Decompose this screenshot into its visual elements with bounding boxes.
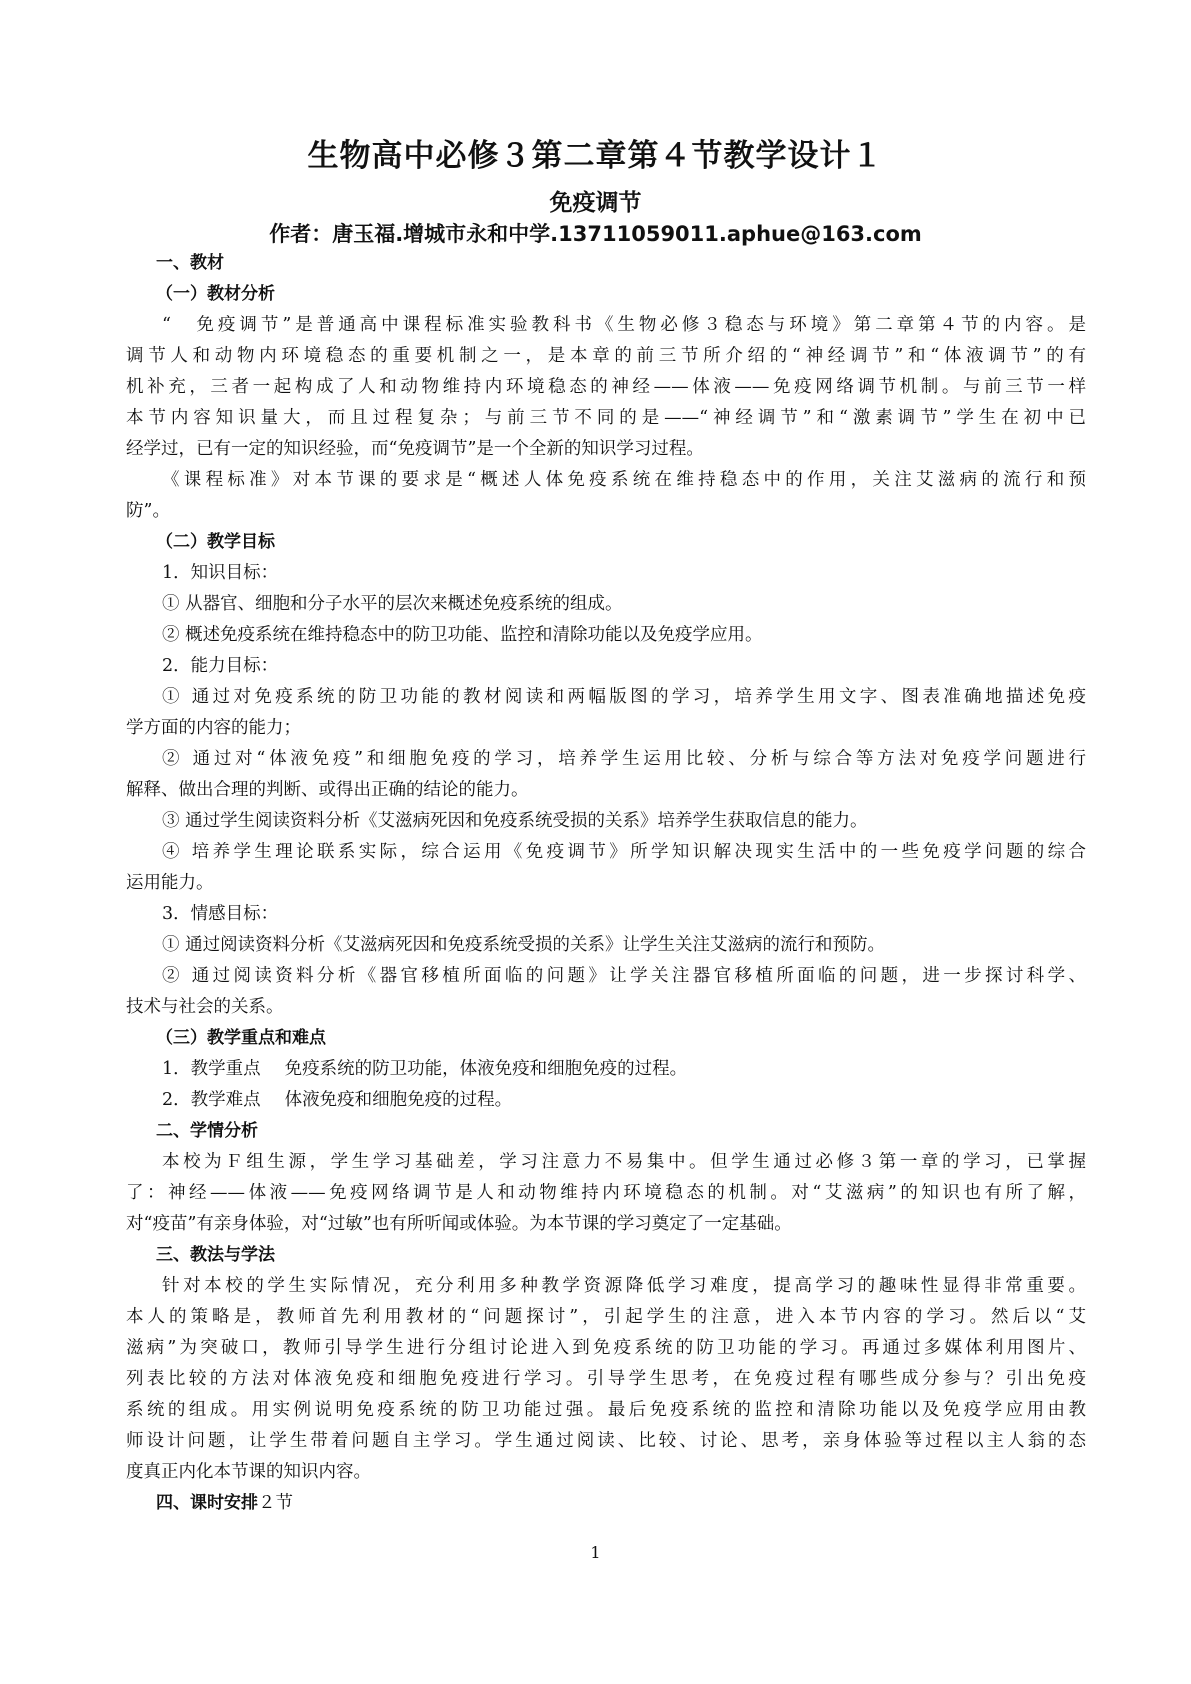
section-heading-students: 二、学情分析 bbox=[156, 1121, 258, 1141]
document-body bbox=[126, 248, 1086, 1519]
section-heading-materials: 一、教材 bbox=[156, 253, 224, 273]
paragraph-line: 师设计问题，让学生带着问题自主学习。学生通过阅读、比较、讨论、思考，亲身体验等过程以主人翁的态 bbox=[126, 1431, 1086, 1451]
goal-item: ③ 通过学生阅读资料分析《艾滋病死因和免疫系统受损的关系》培养学生获取信息的能力。 bbox=[162, 811, 868, 831]
paragraph-line: 本人的策略是，教师首先利用教材的“问题探讨”，引起学生的注意，进入本节内容的学习。然后以“艾 bbox=[126, 1307, 1086, 1327]
paragraph-line: 经学过，已有一定的知识经验，而“免疫调节”是一个全新的知识学习过程。 bbox=[126, 439, 704, 459]
key-point-line bbox=[126, 1054, 1086, 1085]
paragraph-line: 防”。 bbox=[126, 501, 170, 521]
document-subtitle: 免疫调节 bbox=[549, 190, 642, 216]
paragraph-line: 列表比较的方法对体液免疫和细胞免疫进行学习。引导学生思考，在免疫过程有哪些成分参与？引出免疫 bbox=[126, 1369, 1086, 1389]
goal-item-continued: 技术与社会的关系。 bbox=[126, 997, 284, 1017]
goal-label-emotion: 3．情感目标： bbox=[162, 904, 279, 924]
paragraph-line: 滋病”为突破口，教师引导学生进行分组讨论进入到免疫系统的防卫功能的学习。再通过多媒体利用图片、 bbox=[126, 1338, 1086, 1358]
author-line: 作者：唐玉福.增城市永和中学.13711059011.aphue@163.com bbox=[269, 222, 922, 246]
section-heading-schedule: 四、课时安排 bbox=[156, 1493, 258, 1513]
goal-label-knowledge: 1．知识目标： bbox=[162, 563, 279, 583]
paragraph-line: 机补充，三者一起构成了人和动物维持内环境稳态的神经——体液——免疫网络调节机制。与前三节一样 bbox=[126, 377, 1086, 397]
goal-item: ② 通过对“体液免疫”和细胞免疫的学习，培养学生运用比较、分析与综合等方法对免疫学问题进行 bbox=[162, 749, 1086, 769]
schedule-value: ２节 bbox=[258, 1493, 293, 1513]
paragraph-line: “ 免疫调节”是普通高中课程标准实验教科书《生物必修３稳态与环境》第二章第４节的内容。是 bbox=[162, 315, 1086, 335]
difficult-point-label: 2．教学难点 bbox=[162, 1090, 261, 1110]
paragraph-line: 调节人和动物内环境稳态的重要机制之一，是本章的前三节所介绍的“神经调节”和“体液调节”的有 bbox=[126, 346, 1086, 366]
goal-item-continued: 运用能力。 bbox=[126, 873, 214, 893]
paragraph-line: 针对本校的学生实际情况，充分利用多种教学资源降低学习难度，提高学习的趣味性显得非常重要。 bbox=[162, 1276, 1086, 1296]
paragraph-line: 了：神经——体液——免疫网络调节是人和动物维持内环境稳态的机制。对“艾滋病”的知识也有所了解， bbox=[126, 1183, 1086, 1203]
schedule-line bbox=[126, 1488, 1086, 1519]
paragraph-line: 本节内容知识量大，而且过程复杂；与前三节不同的是——“神经调节”和“激素调节”学生在初中已 bbox=[126, 408, 1086, 428]
goal-item: ① 通过阅读资料分析《艾滋病死因和免疫系统受损的关系》让学生关注艾滋病的流行和预防。 bbox=[162, 935, 886, 955]
key-point-text: 免疫系统的防卫功能，体液免疫和细胞免疫的过程。 bbox=[284, 1059, 688, 1079]
paragraph-line: 《课程标准》对本节课的要求是“概述人体免疫系统在维持稳态中的作用，关注艾滋病的流行和预 bbox=[162, 470, 1086, 490]
paragraph-line: 对“疫苗”有亲身体验，对“过敏”也有所听闻或体验。为本节课的学习奠定了一定基础。 bbox=[126, 1214, 792, 1234]
goal-item: ② 概述免疫系统在维持稳态中的防卫功能、监控和清除功能以及免疫学应用。 bbox=[162, 625, 763, 645]
paragraph-line: 度真正内化本节课的知识内容。 bbox=[126, 1462, 371, 1482]
paragraph-line: 本校为Ｆ组生源，学生学习基础差，学习注意力不易集中。但学生通过必修３第一章的学习，已掌握 bbox=[162, 1152, 1086, 1172]
paragraph-line: 系统的组成。用实例说明免疫系统的防卫功能过强。最后免疫系统的监控和清除功能以及免疫学应用由教 bbox=[126, 1400, 1086, 1420]
goal-item: ① 从器官、细胞和分子水平的层次来概述免疫系统的组成。 bbox=[162, 594, 623, 614]
page-number: 1 bbox=[590, 1543, 601, 1562]
subsection-heading-analysis: （一）教材分析 bbox=[156, 284, 275, 304]
goal-item: ① 通过对免疫系统的防卫功能的教材阅读和两幅版图的学习，培养学生用文字、图表准确地描述免疫 bbox=[162, 687, 1086, 707]
subsection-heading-goals: （二）教学目标 bbox=[156, 532, 275, 552]
document-title: 生物高中必修３第二章第４节教学设计１ bbox=[307, 138, 884, 174]
goal-item-continued: 学方面的内容的能力； bbox=[126, 718, 301, 738]
goal-item: ④ 培养学生理论联系实际，综合运用《免疫调节》所学知识解决现实生活中的一些免疫学问题的综合 bbox=[162, 842, 1086, 862]
subsection-heading-keypoints: （三）教学重点和难点 bbox=[156, 1028, 326, 1048]
difficult-point-line bbox=[126, 1085, 1086, 1116]
difficult-point-text: 体液免疫和细胞免疫的过程。 bbox=[284, 1090, 513, 1110]
section-heading-methods: 三、教法与学法 bbox=[156, 1245, 275, 1265]
goal-item: ② 通过阅读资料分析《器官移植所面临的问题》让学关注器官移植所面临的问题，进一步探讨科学、 bbox=[162, 966, 1086, 986]
goal-label-ability: 2．能力目标： bbox=[162, 656, 279, 676]
key-point-label: 1．教学重点 bbox=[162, 1059, 261, 1079]
goal-item-continued: 解释、做出合理的判断、或得出正确的结论的能力。 bbox=[126, 780, 529, 800]
